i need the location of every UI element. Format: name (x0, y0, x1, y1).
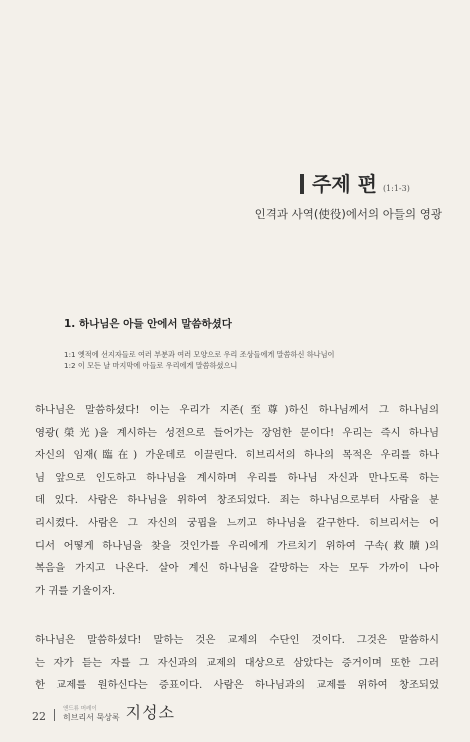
paragraph-line: 리시켰다. 사람은 그 자신의 궁핍을 느끼고 하나님을 갈구한다. 히브리서는 어 (35, 516, 439, 529)
book-brand-title: 지성소 (125, 703, 176, 722)
chapter-title: 주제 편 (312, 172, 377, 196)
page-footer (32, 700, 175, 723)
paragraph-line: 하나님은 말씀하셨다! 말하는 것은 교제의 수단인 것이다. 그것은 말씀하시 (35, 634, 439, 646)
verse-line: 1:2 이 모든 날 마지막에 아들로 우리에게 말씀하셨으니 (64, 361, 238, 370)
chapter-subtitle: 인격과 사역(使役)에서의 아들의 영광 (254, 207, 442, 221)
book-author: 앤드류 머레이 (63, 706, 97, 712)
footer-divider (54, 709, 55, 721)
section-heading: 1. 하나님은 아들 안에서 말씀하셨다 (64, 318, 232, 330)
paragraph-line: 복음을 가지고 나온다. 살아 계신 하나님을 갈망하는 자는 모두 가까이 나아 (35, 562, 439, 575)
page-number: 22 (32, 710, 46, 723)
paragraph-line: 자신의 임재(臨在) 가운데로 이끌린다. 히브리서의 하나의 목적은 우리를 하나 (35, 449, 439, 462)
paragraph-line: 디서 어떻게 하나님을 찾을 것인가를 우리에게 가르치기 위하여 구속(救贖)의 (35, 539, 439, 552)
body-paragraph-1 (35, 399, 439, 602)
paragraph-line: 영광(榮光)을 계시하는 성전으로 들어가는 장엄한 문이다! 우리는 즉시 하나님 (35, 426, 439, 439)
paragraph-line: 님 앞으로 인도하고 하나님을 계시하며 우리를 하나님 자신과 만나도록 하는 (35, 471, 439, 484)
chapter-reference: (1:1-3) (382, 184, 410, 193)
paragraph-line: 가 귀를 기울이자. (35, 584, 116, 597)
paragraph-line: 데 있다. 사람은 하나님을 위하여 창조되었다. 죄는 하나님으로부터 사람을 분 (35, 494, 439, 507)
scripture-verses (64, 349, 334, 371)
chapter-title-row (300, 168, 450, 197)
body-paragraph-2 (35, 629, 439, 697)
paragraph-line: 하나님은 말씀하셨다! 이는 우리가 지존(至尊)하신 하나님께서 그 하나님의 (35, 404, 439, 416)
paragraph-line: 는 자가 듣는 자를 그 자신과의 교제의 대상으로 삼았다는 증거이며 또한 그러 (35, 656, 439, 669)
book-series-title: 히브리서 묵상록 (63, 713, 120, 722)
paragraph-line: 한 교제를 원하신다는 증표이다. 사람은 하나님과의 교제를 위하여 창조되었 (35, 679, 439, 692)
verse-line: 1:1 옛적에 선지자들로 여러 부분과 여러 모양으로 우리 조상들에게 말씀하신 하나님이 (64, 350, 335, 359)
title-bar-mark (300, 174, 304, 194)
book-title-stack (63, 706, 120, 723)
